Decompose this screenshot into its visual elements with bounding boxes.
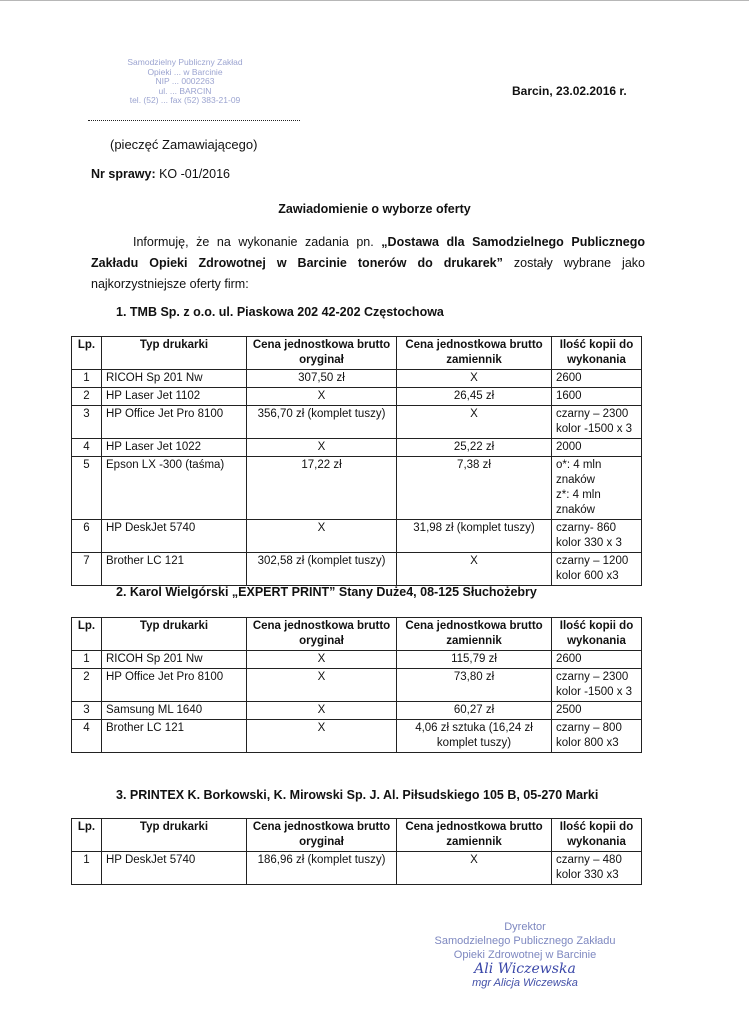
cell-printer-type: HP Laser Jet 1022 bbox=[102, 439, 247, 457]
cell-printer-type: Samsung ML 1640 bbox=[102, 702, 247, 720]
cell-price-original: 302,58 zł (komplet tuszy) bbox=[247, 553, 397, 586]
stamp-line: Opieki ... w Barcinie bbox=[147, 66, 223, 77]
table-row bbox=[72, 651, 642, 669]
cell-price-original: X bbox=[247, 669, 397, 702]
offer-table-2 bbox=[71, 617, 642, 753]
cell-price-replacement: 7,38 zł bbox=[397, 457, 552, 520]
signature-title: Dyrektor bbox=[504, 921, 546, 933]
cell-copies-count: czarny – 800 kolor 800 x3 bbox=[552, 720, 642, 753]
document-title: Zawiadomienie o wyborze oferty bbox=[278, 202, 471, 216]
cell-copies-count: czarny – 480 kolor 330 x3 bbox=[552, 852, 642, 885]
offer-table-1 bbox=[71, 336, 642, 586]
place-date: Barcin, 23.02.2016 r. bbox=[512, 84, 627, 98]
column-header-price-replacement: Cena jednostkowa brutto zamiennik bbox=[397, 337, 552, 370]
column-header-price-replacement: Cena jednostkowa brutto zamiennik bbox=[397, 819, 552, 852]
cell-row-number: 7 bbox=[72, 553, 102, 586]
table-row bbox=[72, 553, 642, 586]
scan-edge-line bbox=[0, 0, 749, 1]
cell-copies-count: 1600 bbox=[552, 388, 642, 406]
cell-printer-type: Brother LC 121 bbox=[102, 720, 247, 753]
cell-copies-count: czarny – 2300 kolor -1500 x 3 bbox=[552, 406, 642, 439]
case-number bbox=[91, 167, 230, 181]
seal-label: (pieczęć Zamawiającego) bbox=[110, 137, 258, 152]
cell-row-number: 5 bbox=[72, 457, 102, 520]
cell-printer-type: HP DeskJet 5740 bbox=[102, 852, 247, 885]
column-header-copies-count: Ilość kopii do wykonania bbox=[552, 337, 642, 370]
cell-price-replacement: 26,45 zł bbox=[397, 388, 552, 406]
cell-row-number: 3 bbox=[72, 406, 102, 439]
cell-price-original: 356,70 zł (komplet tuszy) bbox=[247, 406, 397, 439]
stamp-line: Samodzielny Publiczny Zakład bbox=[127, 57, 243, 67]
cell-price-original: 307,50 zł bbox=[247, 370, 397, 388]
cell-copies-count: 2500 bbox=[552, 702, 642, 720]
cell-price-original: X bbox=[247, 439, 397, 457]
cell-row-number: 1 bbox=[72, 651, 102, 669]
cell-printer-type: RICOH Sp 201 Nw bbox=[102, 370, 247, 388]
column-header-copies-count: Ilość kopii do wykonania bbox=[552, 819, 642, 852]
table-row bbox=[72, 439, 642, 457]
column-header-row-number: Lp. bbox=[72, 618, 102, 651]
case-number-value: KO -01/2016 bbox=[159, 167, 230, 181]
intro-paragraph bbox=[91, 232, 645, 295]
column-header-printer-type: Typ drukarki bbox=[102, 618, 247, 651]
stamp-line: NIP ... 0002263 bbox=[155, 76, 215, 86]
cell-row-number: 6 bbox=[72, 520, 102, 553]
cell-row-number: 3 bbox=[72, 702, 102, 720]
cell-price-replacement: X bbox=[397, 370, 552, 388]
cell-copies-count: 2600 bbox=[552, 370, 642, 388]
intro-before: Informuję, że na wykonanie zadania pn. bbox=[133, 235, 382, 249]
cell-price-replacement: 60,27 zł bbox=[397, 702, 552, 720]
offer-table-3 bbox=[71, 818, 642, 885]
table-row bbox=[72, 669, 642, 702]
table-header-row bbox=[72, 337, 642, 370]
cell-price-replacement: X bbox=[397, 406, 552, 439]
cell-price-original: X bbox=[247, 651, 397, 669]
table-header-row bbox=[72, 819, 642, 852]
cell-price-replacement: X bbox=[397, 553, 552, 586]
table-row bbox=[72, 852, 642, 885]
director-signature-stamp bbox=[415, 920, 635, 990]
cell-row-number: 4 bbox=[72, 720, 102, 753]
cell-copies-count: 2000 bbox=[552, 439, 642, 457]
cell-printer-type: HP Office Jet Pro 8100 bbox=[102, 669, 247, 702]
cell-row-number: 4 bbox=[72, 439, 102, 457]
cell-printer-type: HP Laser Jet 1102 bbox=[102, 388, 247, 406]
table-header-row bbox=[72, 618, 642, 651]
table-row bbox=[72, 702, 642, 720]
signature-line: Samodzielnego Publicznego Zakładu bbox=[434, 935, 616, 947]
stamp-line: ul. ... BARCIN bbox=[158, 85, 212, 96]
handwritten-signature: Ali Wiczewska bbox=[474, 961, 576, 977]
cell-printer-type: RICOH Sp 201 Nw bbox=[102, 651, 247, 669]
case-number-label: Nr sprawy: bbox=[91, 167, 156, 181]
firm-heading-3: 3. PRINTEX K. Borkowski, K. Mirowski Sp. J. Al. Piłsudskiego 105 B, 05-270 Marki bbox=[116, 788, 599, 802]
cell-price-original: 186,96 zł (komplet tuszy) bbox=[247, 852, 397, 885]
column-header-printer-type: Typ drukarki bbox=[102, 819, 247, 852]
column-header-printer-type: Typ drukarki bbox=[102, 337, 247, 370]
cell-copies-count: czarny- 860 kolor 330 x 3 bbox=[552, 520, 642, 553]
intro-after: zostały wybrane jako najkorzystniejsze oferty firm: bbox=[91, 256, 645, 291]
cell-printer-type: HP Office Jet Pro 8100 bbox=[102, 406, 247, 439]
cell-printer-type: Epson LX -300 (taśma) bbox=[102, 457, 247, 520]
cell-row-number: 2 bbox=[72, 388, 102, 406]
signature-name: mgr Alicja Wiczewska bbox=[472, 977, 578, 989]
column-header-copies-count: Ilość kopii do wykonania bbox=[552, 618, 642, 651]
column-header-row-number: Lp. bbox=[72, 819, 102, 852]
column-header-price-original: Cena jednostkowa brutto oryginał bbox=[247, 337, 397, 370]
table-row bbox=[72, 388, 642, 406]
cell-printer-type: HP DeskJet 5740 bbox=[102, 520, 247, 553]
cell-price-replacement: 4,06 zł sztuka (16,24 zł komplet tuszy) bbox=[397, 720, 552, 753]
cell-price-original: 17,22 zł bbox=[247, 457, 397, 520]
stamp-line: tel. (52) ... fax (52) 383-21-09 bbox=[129, 95, 241, 105]
cell-copies-count: czarny – 1200 kolor 600 x3 bbox=[552, 553, 642, 586]
table-row bbox=[72, 370, 642, 388]
institution-stamp bbox=[100, 58, 270, 106]
column-header-price-original: Cena jednostkowa brutto oryginał bbox=[247, 819, 397, 852]
table-row bbox=[72, 406, 642, 439]
cell-copies-count: czarny – 2300 kolor -1500 x 3 bbox=[552, 669, 642, 702]
table-row bbox=[72, 457, 642, 520]
cell-row-number: 2 bbox=[72, 669, 102, 702]
cell-price-original: X bbox=[247, 388, 397, 406]
cell-price-replacement: 115,79 zł bbox=[397, 651, 552, 669]
cell-price-original: X bbox=[247, 520, 397, 553]
cell-copies-count: o*: 4 mln znaków z*: 4 mln znaków bbox=[552, 457, 642, 520]
seal-dotted-line bbox=[88, 120, 300, 121]
cell-price-replacement: 73,80 zł bbox=[397, 669, 552, 702]
cell-printer-type: Brother LC 121 bbox=[102, 553, 247, 586]
firm-heading-1: 1. TMB Sp. z o.o. ul. Piaskowa 202 42-202 Częstochowa bbox=[116, 305, 444, 319]
intro-task: „Dostawa dla Samodzielnego Publicznego Zakładu Opieki Zdrowotnej w Barcinie tonerów do drukarek” bbox=[91, 235, 645, 270]
firm-heading-2: 2. Karol Wielgórski „EXPERT PRINT” Stany Duże4, 08-125 Słuchożebry bbox=[116, 585, 537, 599]
cell-price-original: X bbox=[247, 720, 397, 753]
cell-row-number: 1 bbox=[72, 852, 102, 885]
cell-price-replacement: X bbox=[397, 852, 552, 885]
table-row bbox=[72, 720, 642, 753]
column-header-price-original: Cena jednostkowa brutto oryginał bbox=[247, 618, 397, 651]
column-header-price-replacement: Cena jednostkowa brutto zamiennik bbox=[397, 618, 552, 651]
cell-price-original: X bbox=[247, 702, 397, 720]
cell-row-number: 1 bbox=[72, 370, 102, 388]
cell-price-replacement: 25,22 zł bbox=[397, 439, 552, 457]
column-header-row-number: Lp. bbox=[72, 337, 102, 370]
cell-price-replacement: 31,98 zł (komplet tuszy) bbox=[397, 520, 552, 553]
cell-copies-count: 2600 bbox=[552, 651, 642, 669]
table-row bbox=[72, 520, 642, 553]
signature-line: Opieki Zdrowotnej w Barcinie bbox=[453, 949, 597, 961]
